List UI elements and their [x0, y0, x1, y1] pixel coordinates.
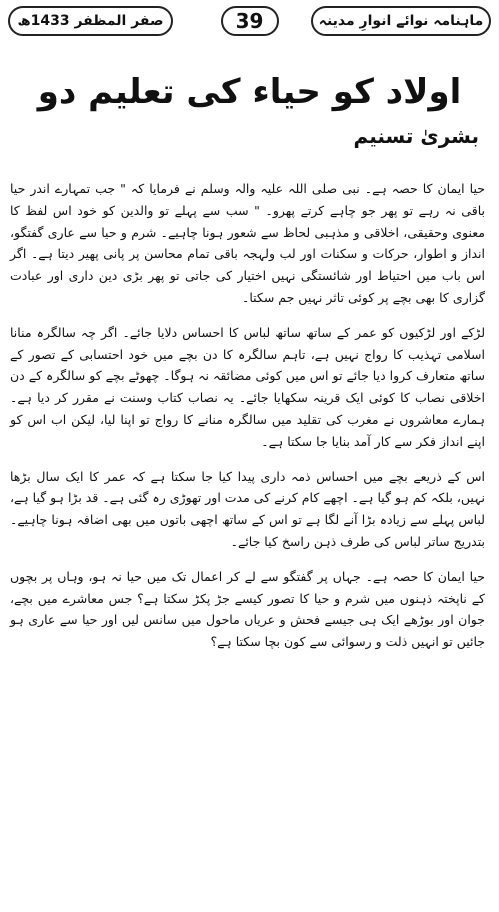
paragraph: اس کے ذریعے بچے میں احساس ذمہ داری پیدا کیا جا سکتا ہے کہ عمر کا ایک سال بڑھا نہیں، بلکہ کم ہو گیا ہے۔ اچھے کام کرنے کی مدت اور تھوڑی رہ گئی ہے۔ قد بڑا ہو گیا ہے، لباس پہلے سے زیادہ بڑا آنے لگا ہے تو اس کے ساتھ اچھی باتوں میں بھی اضافہ ہونا چاہیے۔ بتدریج ساتر لباس کی طرف ذہن راسخ کیا جائے۔ [10, 468, 485, 549]
paragraph: حیا ایمان کا حصہ ہے۔ نبی صلی اللہ علیہ والہ وسلم نے فرمایا کہ " جب تمہارے اندر حیا باقی نہ رہے تو پھر جو چاہے کرتے پھرو۔ " سب سے پہلے تو والدین کو خود اس لفظ کا معنوی وحقیقی، اخلاقی و مذہبی لحاظ سے شعور ہونا چاہیے۔ شرم و حیا سے عاری گفتگو، انداز و اطوار، حرکات و سکنات اور لب ولہجہ باقی تمام محاسن پر پانی پھیر دیتا ہے۔ اگر اس باب میں احتیاط اور شائستگی نہیں اختیار کی جاتی تو پھر بڑی دین داری اور عبادت گزاری کا بھی بچے پر کوئی تاثر نہیں جم سکتا۔ [10, 181, 485, 305]
paragraph: حیا ایمان کا حصہ ہے۔ جہاں پر گفتگو سے لے کر اعمال تک میں حیا نہ ہو، وہاں پر بچوں کے ناپختہ ذہنوں میں شرم و حیا کا تصور کیسے جڑ پکڑ سکتا ہے؟ جس معاشرے میں بچے، جوان اور بوڑھے ایک ہی جیسے فحش و عریاں ماحول میں سانس لیں اور حیا سے عاری ہو جائیں تو انہیں ذلت و رسوائی سے کون بچا سکتا ہے؟ [10, 568, 485, 650]
article-body [10, 178, 485, 666]
article-title: اولاد کو حیاء کی تعلیم دو [37, 72, 462, 112]
hijri-date-label: صفر المظفر 1433ھ [8, 6, 173, 36]
magazine-name-label: ماہنامہ نوائے انوارِ مدینہ [311, 6, 491, 36]
page-number: 39 [221, 6, 279, 36]
page-header [8, 6, 491, 40]
paragraph: لڑکے اور لڑکیوں کو عمر کے ساتھ ساتھ لباس کا احساس دلایا جائے۔ اگر چہ سالگرہ منانا اسلامی تہذیب کا رواج نہیں ہے، تاہم سالگرہ کا دن بچے میں خود احتسابی کے تصور کے ساتھ متعارف کروا دیا جائے تو اس میں کوئی مضائقہ نہ ہوگا۔ چھوٹے بچے کو سالگرہ کے دن اخلاقی نصاب کا کوئی ایک قرینہ سکھایا جائے۔ یہ نصاب کتاب وسنت نے مقرر کر دیا ہے۔ ہمارے معاشروں نے مغرب کی تقلید میں سالگرہ منانے کا رواج تو اپنا لیا، لیکن اب اس کو اپنے انداز فکر سے کار آمد بنایا جا سکتا ہے۔ [10, 324, 485, 449]
article-author: بشریٰ تسنیم [353, 124, 479, 148]
